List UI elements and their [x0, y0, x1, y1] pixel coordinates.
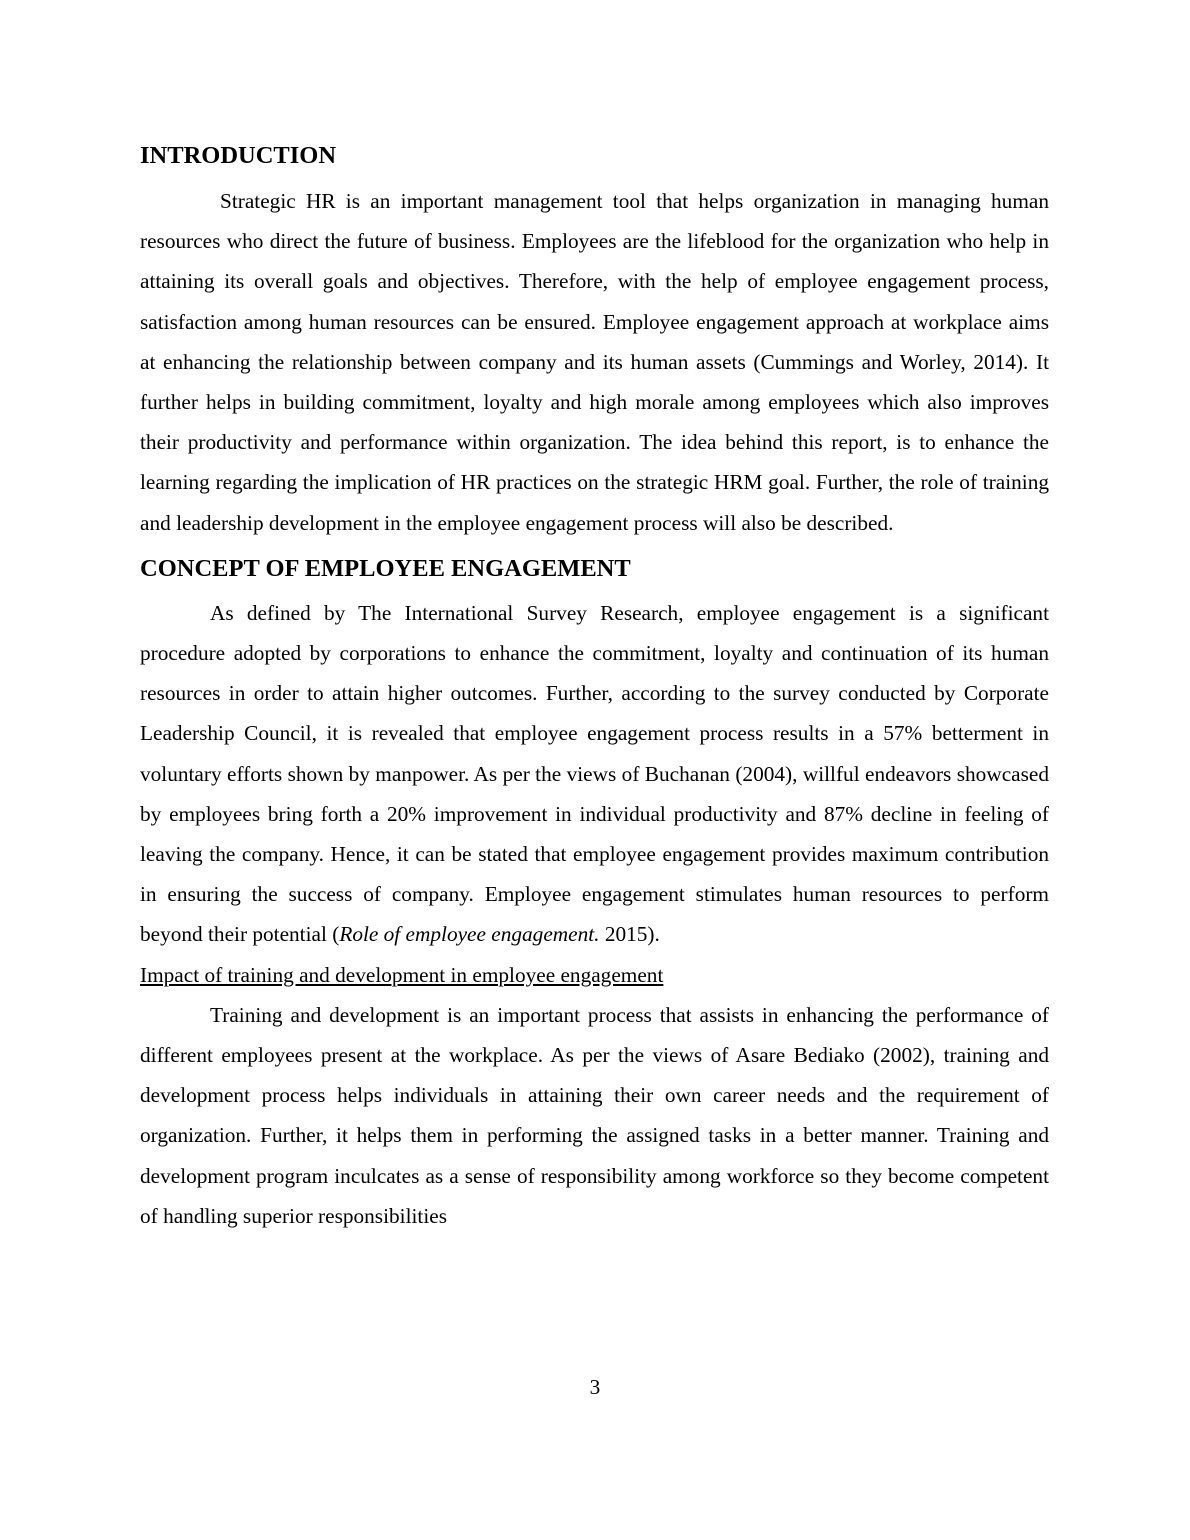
- concept-citation-italic: Role of employee engagement.: [339, 922, 600, 947]
- introduction-heading: INTRODUCTION: [140, 142, 337, 169]
- concept-paragraph-text: As defined by The International Survey Research, employee engagement is a significant procedure adopted by corporations to enhance the commitment, loyalty and continuation of its human resources in order to attain higher outcomes. Further, according to the survey conducted by Corporate Leadership Council, it is revealed that employee engagement process results in a 57% betterment in voluntary efforts shown by manpower. As per the views of Buchanan (2004), willful endeavors showcased by employees bring forth a 20% improvement in individual productivity and 87% decline in feeling of leaving the company. Hence, it can be stated that employee engagement provides maximum contribution in ensuring the success of company. Employee engagement stimulates human resources to perform beyond their potential (: [140, 600, 1049, 947]
- concept-paragraph: [140, 593, 1049, 955]
- training-subheading: Impact of training and development in employee engagement: [140, 962, 664, 987]
- concept-citation-tail: 2015).: [599, 922, 660, 947]
- page-number: 3: [589, 1375, 601, 1399]
- introduction-paragraph: Strategic HR is an important management tool that helps organization in managing human resources who direct the future of business. Employees are the lifeblood for the organization who help in attaining its overall goals and objectives. Therefore, with the help of employee engagement process, satisfaction among human resources can be ensured. Employee engagement approach at workplace aims at enhancing the relationship between company and its human assets (Cummings and Worley, 2014). It further helps in building commitment, loyalty and high morale among employees which also improves their productivity and performance within organization. The idea behind this report, is to enhance the learning regarding the implication of HR practices on the strategic HRM goal. Further, the role of training and leadership development in the employee engagement process will also be described.: [140, 189, 1049, 535]
- concept-heading: CONCEPT OF EMPLOYEE ENGAGEMENT: [140, 554, 631, 582]
- training-paragraph: Training and development is an important process that assists in enhancing the performance of different employees present at the workplace. As per the views of Asare Bediako (2002), training and development process helps individuals in attaining their own career needs and the requirement of organization. Further, it helps them in performing the assigned tasks in a better manner. Training and development program inculcates as a sense of responsibility among workforce so they become competent of handling superior responsibilities: [140, 1002, 1049, 1228]
- page-content: [140, 138, 1049, 1236]
